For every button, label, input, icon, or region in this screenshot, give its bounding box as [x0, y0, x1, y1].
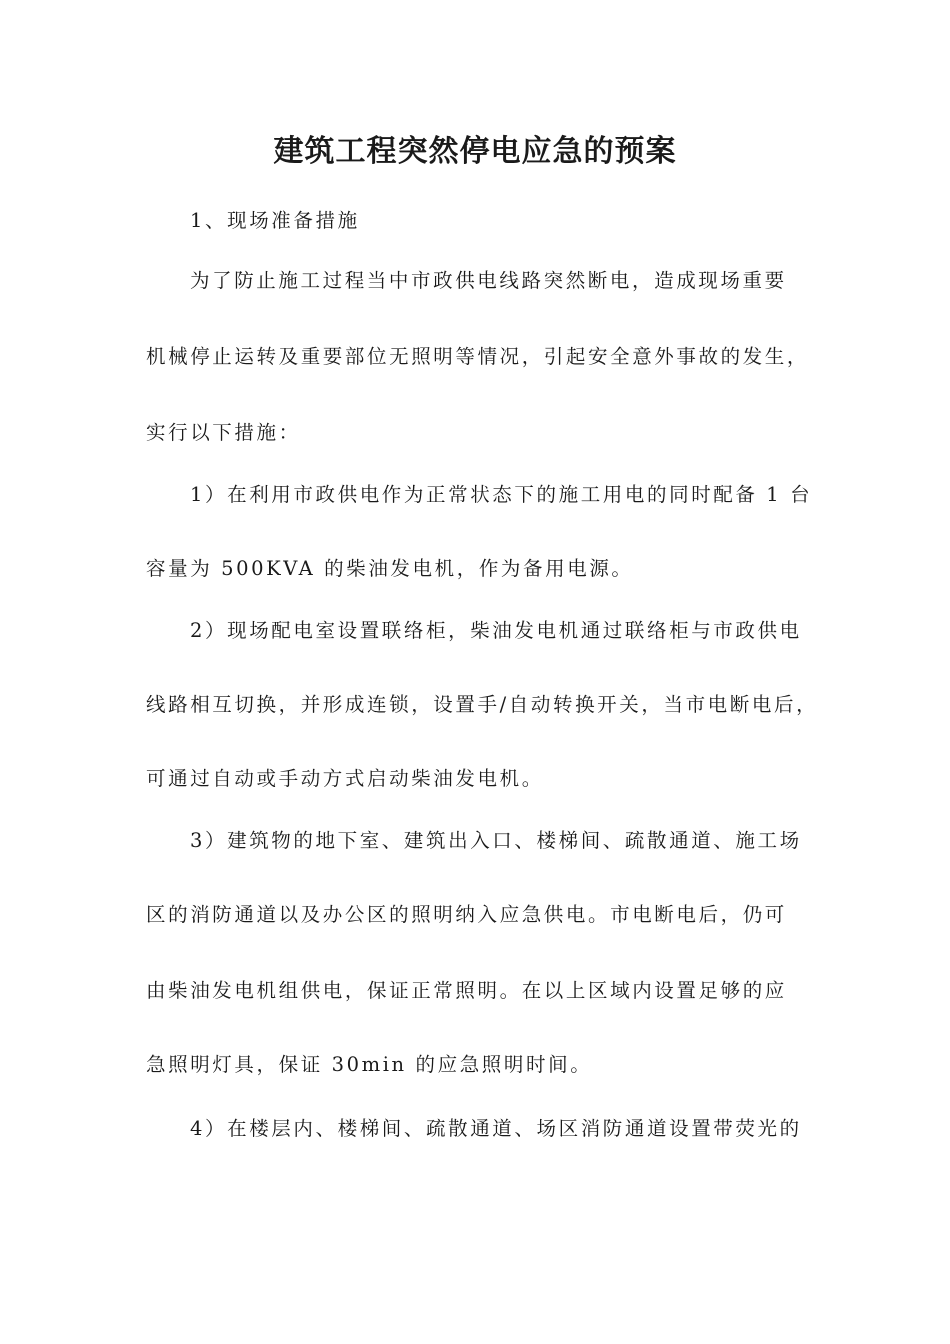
paragraph-line: 为了防止施工过程当中市政供电线路突然断电，造成现场重要: [190, 269, 787, 292]
document-title: 建筑工程突然停电应急的预案: [273, 134, 677, 169]
paragraph-line: 可通过自动或手动方式启动柴油发电机。: [146, 767, 544, 790]
paragraph-line: 急照明灯具，保证 30min 的应急照明时间。: [146, 1053, 593, 1076]
paragraph-line: 区的消防通道以及办公区的照明纳入应急供电。市电断电后，仍可: [146, 903, 787, 926]
paragraph-line: 1）在利用市政供电作为正常状态下的施工用电的同时配备 1 台: [190, 483, 813, 506]
paragraph-line: 4）在楼层内、楼梯间、疏散通道、场区消防通道设置带荧光的: [190, 1117, 802, 1140]
paragraph-line: 机械停止运转及重要部位无照明等情况，引起安全意外事故的发生，: [146, 345, 810, 368]
section-heading: 1、现场准备措施: [190, 209, 360, 232]
paragraph-line: 实行以下措施：: [146, 421, 301, 444]
paragraph-line: 3）建筑物的地下室、建筑出入口、楼梯间、疏散通道、施工场: [190, 829, 802, 852]
paragraph-line: 线路相互切换，并形成连锁，设置手/自动转换开关，当市电断电后，: [146, 693, 819, 716]
paragraph-line: 容量为 500KVA 的柴油发电机，作为备用电源。: [146, 557, 634, 580]
paragraph-line: 2）现场配电室设置联络柜，柴油发电机通过联络柜与市政供电: [190, 619, 802, 642]
paragraph-line: 由柴油发电机组供电，保证正常照明。在以上区域内设置足够的应: [146, 979, 787, 1002]
